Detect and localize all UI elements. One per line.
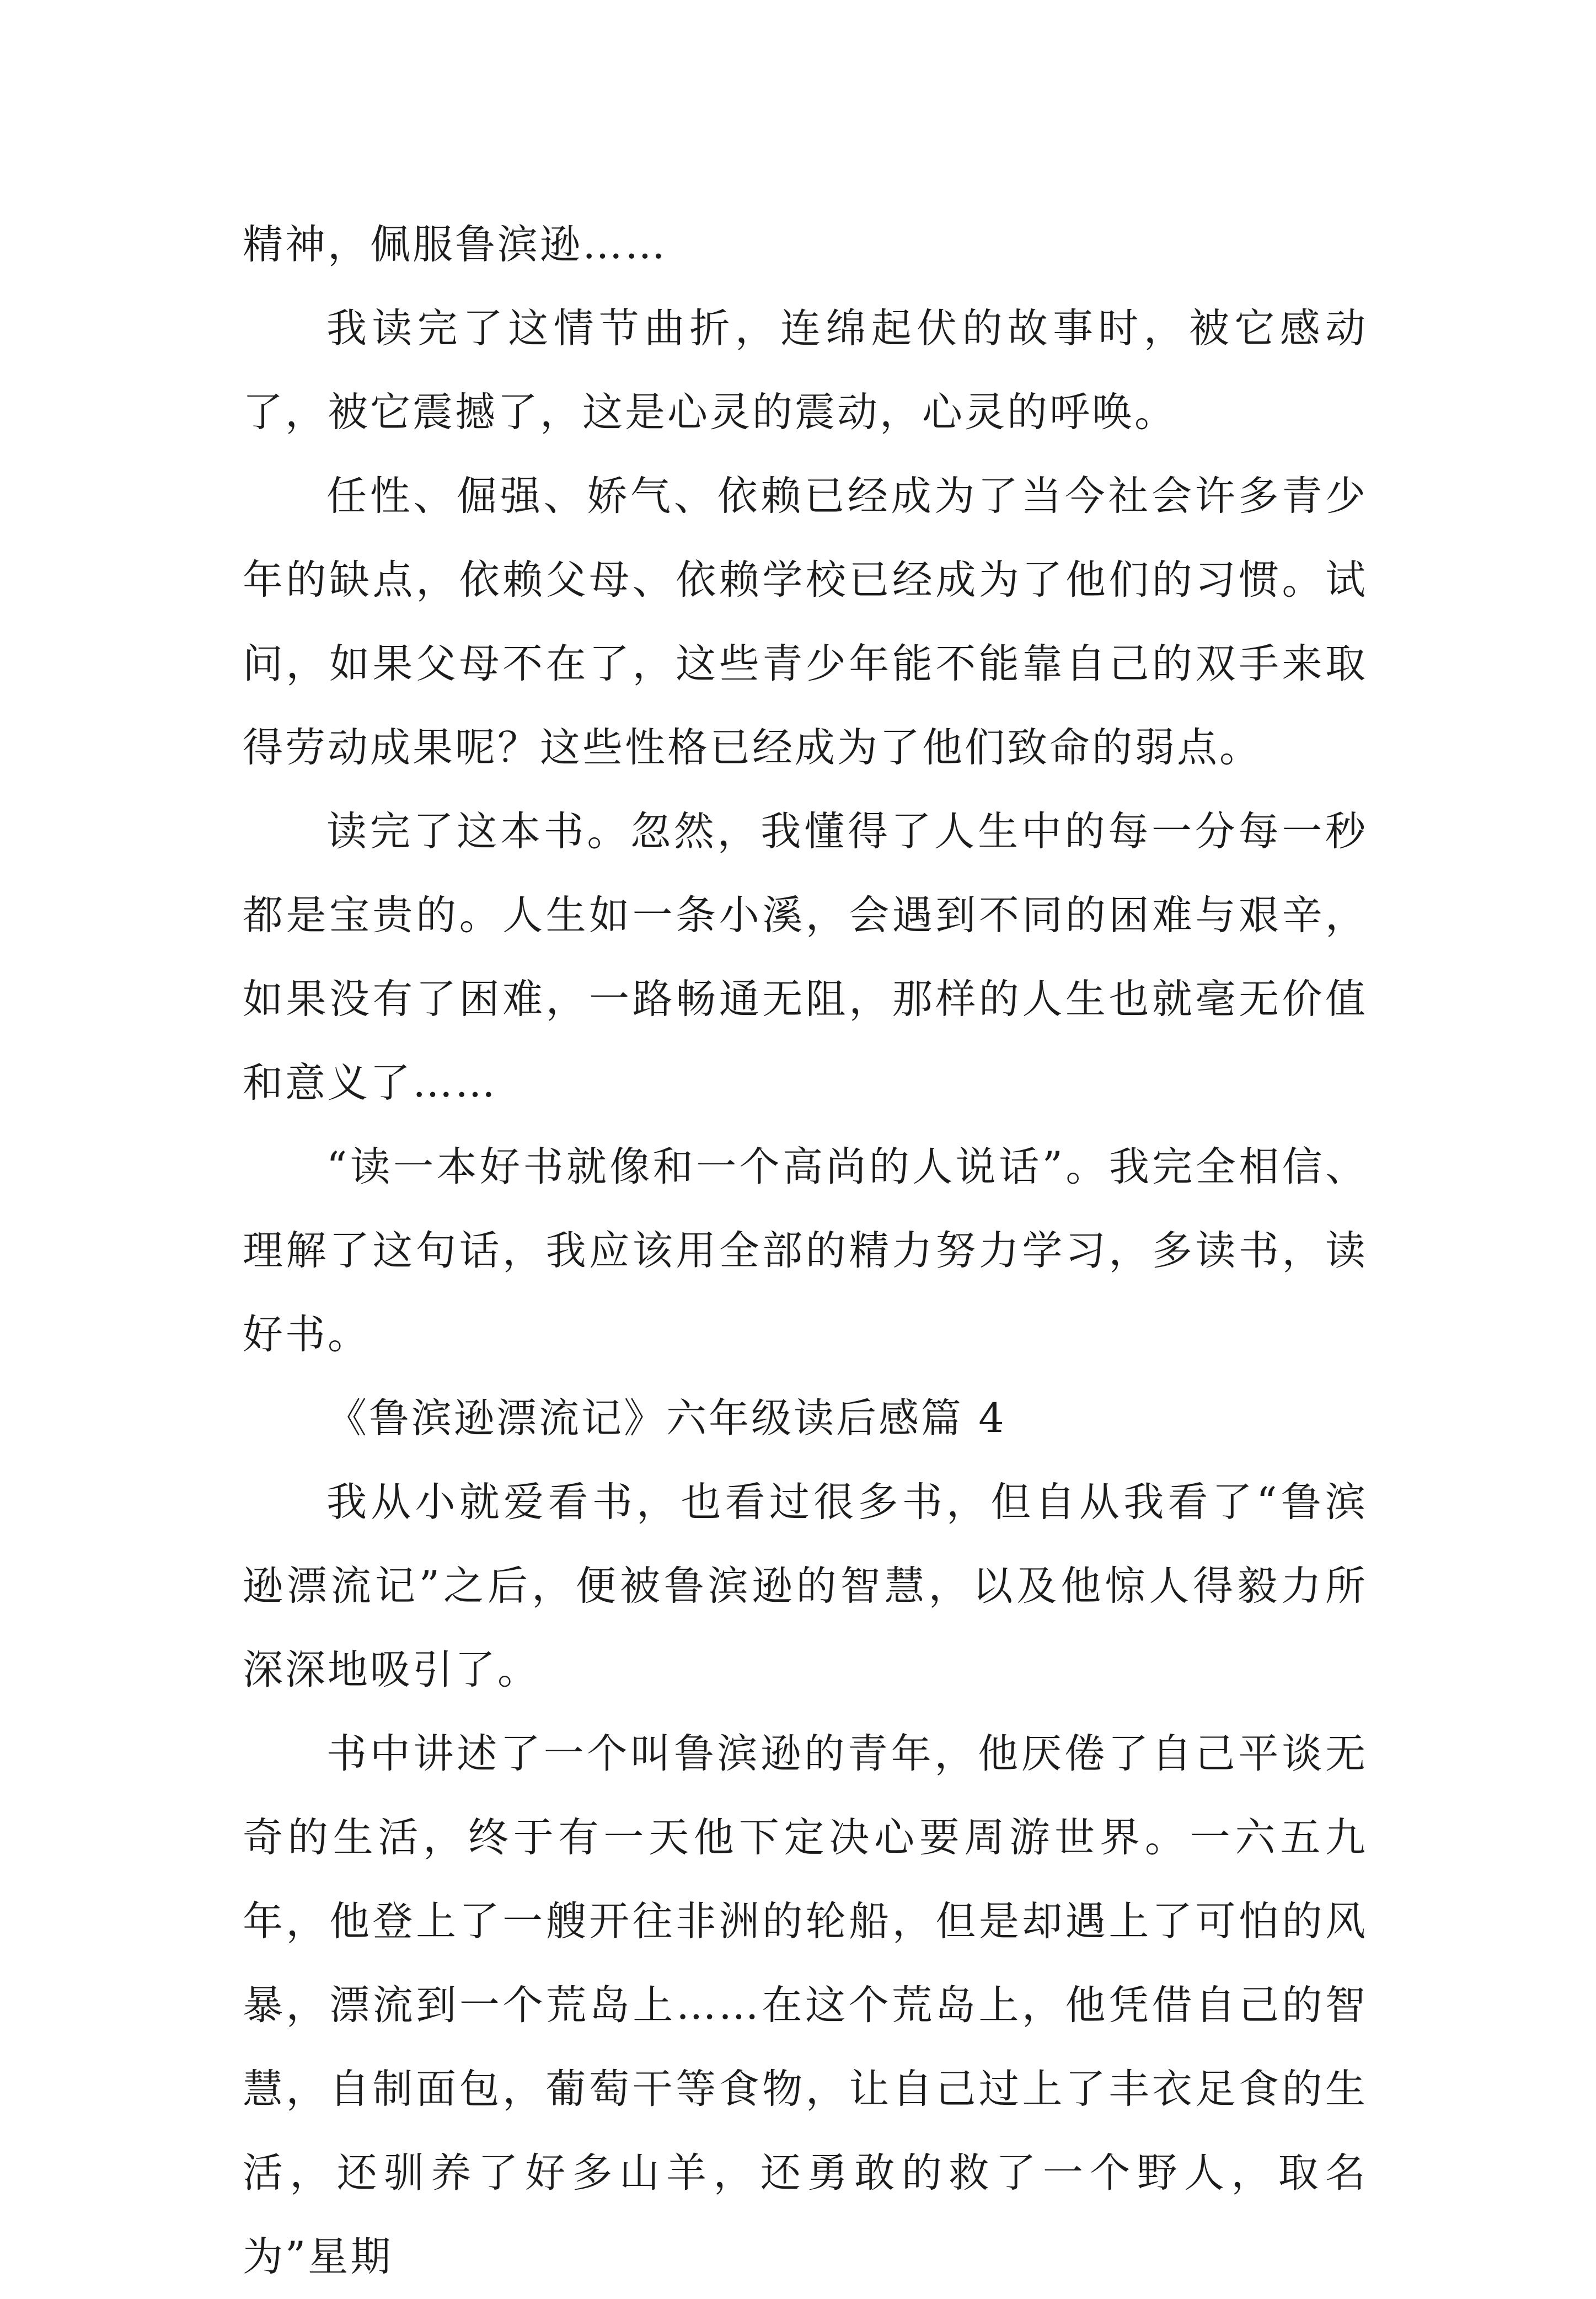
section-paragraph-1: 我从小就爱看书，也看过很多书，但自从我看了“鲁滨逊漂流记”之后，便被鲁滨逊的智慧，以及他惊人得毅力所深深地吸引了。 (243, 1479, 1368, 1693)
section-paragraph-2: 书中讲述了一个叫鲁滨逊的青年，他厌倦了自己平谈无奇的生活，终于有一天他下定决心要周游世界。一六五九年，他登上了一艘开往非洲的轮船，但是却遇上了可怕的风暴，漂流到一个荒岛上……在这个荒岛上，他凭借自己的智慧，自制面包，葡萄干等食物，让自己过上了丰衣足食的生活，还驯养了好多山羊，还勇敢的救了一个野人，取名为”星期 (243, 1730, 1368, 2280)
paragraph-1: 精神，佩服鲁滨逊…… (243, 221, 667, 268)
paragraph-2: 我读完了这情节曲折，连绵起伏的故事时，被它感动了，被它震撼了，这是心灵的震动，心灵的呼唤。 (243, 305, 1368, 436)
document-body (243, 203, 1368, 2299)
section-title: 《鲁滨逊漂流记》六年级读后感篇 4 (326, 1395, 1006, 1442)
paragraph-3: 任性、倔强、娇气、依赖已经成为了当今社会许多青少年的缺点，依赖父母、依赖学校已经成为了他们的习惯。试问，如果父母不在了，这些青少年能不能靠自己的双手来取得劳动成果呢？这些性格已经成为了他们致命的弱点。 (243, 473, 1368, 771)
paragraph-5: “读一本好书就像和一个高尚的人说话”。我完全相信、理解了这句话，我应该用全部的精力努力学习，多读书，读好书。 (243, 1143, 1368, 1358)
paragraph-4: 读完了这本书。忽然，我懂得了人生中的每一分每一秒都是宝贵的。人生如一条小溪，会遇到不同的困难与艰辛，如果没有了困难，一路畅通无阻，那样的人生也就毫无价值和意义了…… (243, 808, 1368, 1106)
